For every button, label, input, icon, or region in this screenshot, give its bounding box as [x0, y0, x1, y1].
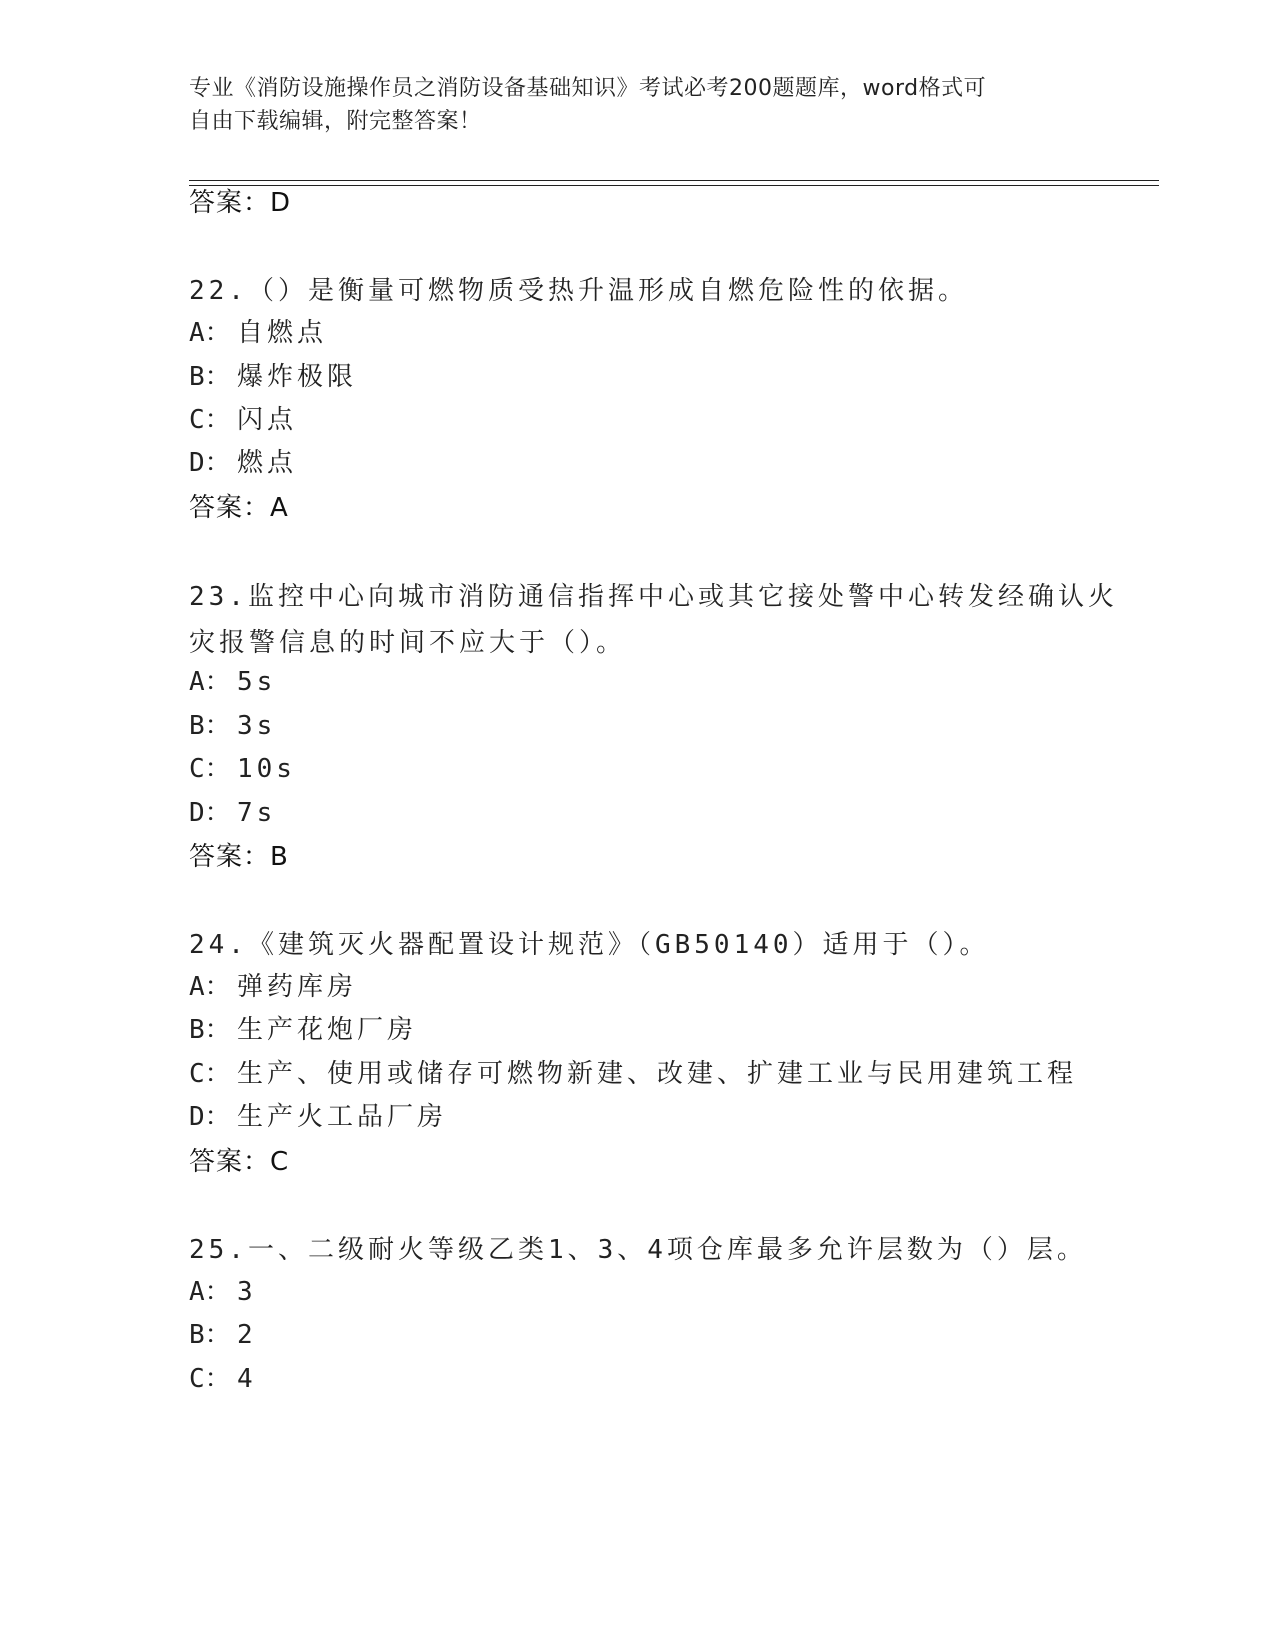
header-line-1: 专业《消防设施操作员之消防设备基础知识》考试必考200题题库，word格式可: [189, 76, 987, 101]
option-key: B：: [189, 711, 231, 741]
question-23-answer: 答案：B: [189, 842, 289, 872]
option-key: A：: [189, 1277, 231, 1307]
header-divider-top: [189, 180, 1159, 181]
question-23-option-d: [189, 795, 276, 831]
option-text: 闪点: [237, 405, 298, 435]
question-24-answer: 答案：C: [189, 1147, 290, 1177]
option-key: B：: [189, 1320, 231, 1350]
stem-line: 24.《建筑灭火器配置设计规范》（GB50140）适用于（）。: [189, 930, 990, 960]
option-key: D：: [189, 798, 231, 828]
stem-line: 灾报警信息的时间不应大于（）。: [189, 628, 627, 658]
question-23-option-b: [189, 708, 276, 744]
question-24-stem: [189, 922, 1089, 968]
question-22-answer: 答案：A: [189, 493, 289, 523]
option-key: C：: [189, 754, 231, 784]
option-key: C：: [189, 405, 231, 435]
question-25-option-c: [189, 1361, 257, 1397]
option-text: 5s: [237, 667, 277, 697]
question-23-stem: [189, 574, 1118, 666]
question-22-option-c: [189, 402, 297, 438]
question-24-option-a: [189, 969, 357, 1005]
stem-line: 22.（）是衡量可燃物质受热升温形成自燃危险性的依据。: [189, 276, 968, 306]
option-key: D：: [189, 448, 231, 478]
question-24-option-b: [189, 1012, 417, 1048]
option-key: B：: [189, 1015, 231, 1045]
prev-answer: 答案：D: [189, 188, 292, 218]
header-line-2: 自由下载编辑，附完整答案！: [189, 109, 482, 134]
question-25-stem: [189, 1227, 1089, 1273]
question-22-option-d: [189, 445, 297, 481]
option-text: 10s: [237, 754, 296, 784]
option-text: 生产花炮厂房: [237, 1015, 418, 1045]
option-text: 生产、使用或储存可燃物新建、改建、扩建工业与民用建筑工程: [237, 1059, 1078, 1089]
stem-line: 23.监控中心向城市消防通信指挥中心或其它接处警中心转发经确认火: [189, 582, 1118, 612]
option-text: 燃点: [237, 448, 298, 478]
header-divider-bottom: [189, 185, 1159, 186]
option-text: 自燃点: [237, 318, 328, 348]
option-key: D：: [189, 1102, 231, 1132]
question-23-option-c: [189, 751, 296, 787]
question-23-option-a: [189, 664, 276, 700]
option-text: 2: [237, 1320, 257, 1350]
option-text: 4: [237, 1364, 257, 1394]
option-key: C：: [189, 1059, 231, 1089]
stem-line: 25.一、二级耐火等级乙类1、3、4项仓库最多允许层数为（）层。: [189, 1235, 1087, 1265]
question-22-option-a: [189, 315, 327, 351]
option-key: A：: [189, 972, 231, 1002]
option-text: 弹药库房: [237, 972, 358, 1002]
option-key: A：: [189, 667, 231, 697]
option-text: 7s: [237, 798, 277, 828]
option-key: B：: [189, 362, 231, 392]
option-key: C：: [189, 1364, 231, 1394]
question-22-option-b: [189, 359, 357, 395]
option-key: A：: [189, 318, 231, 348]
question-22-stem: [189, 268, 1089, 314]
question-24-option-d: [189, 1099, 447, 1135]
document-header: [189, 72, 1069, 138]
option-text: 生产火工品厂房: [237, 1102, 448, 1132]
option-text: 3: [237, 1277, 257, 1307]
question-24-option-c: [189, 1056, 1077, 1092]
option-text: 3s: [237, 711, 277, 741]
option-text: 爆炸极限: [237, 362, 358, 392]
question-25-option-b: [189, 1317, 257, 1353]
question-25-option-a: [189, 1274, 257, 1310]
